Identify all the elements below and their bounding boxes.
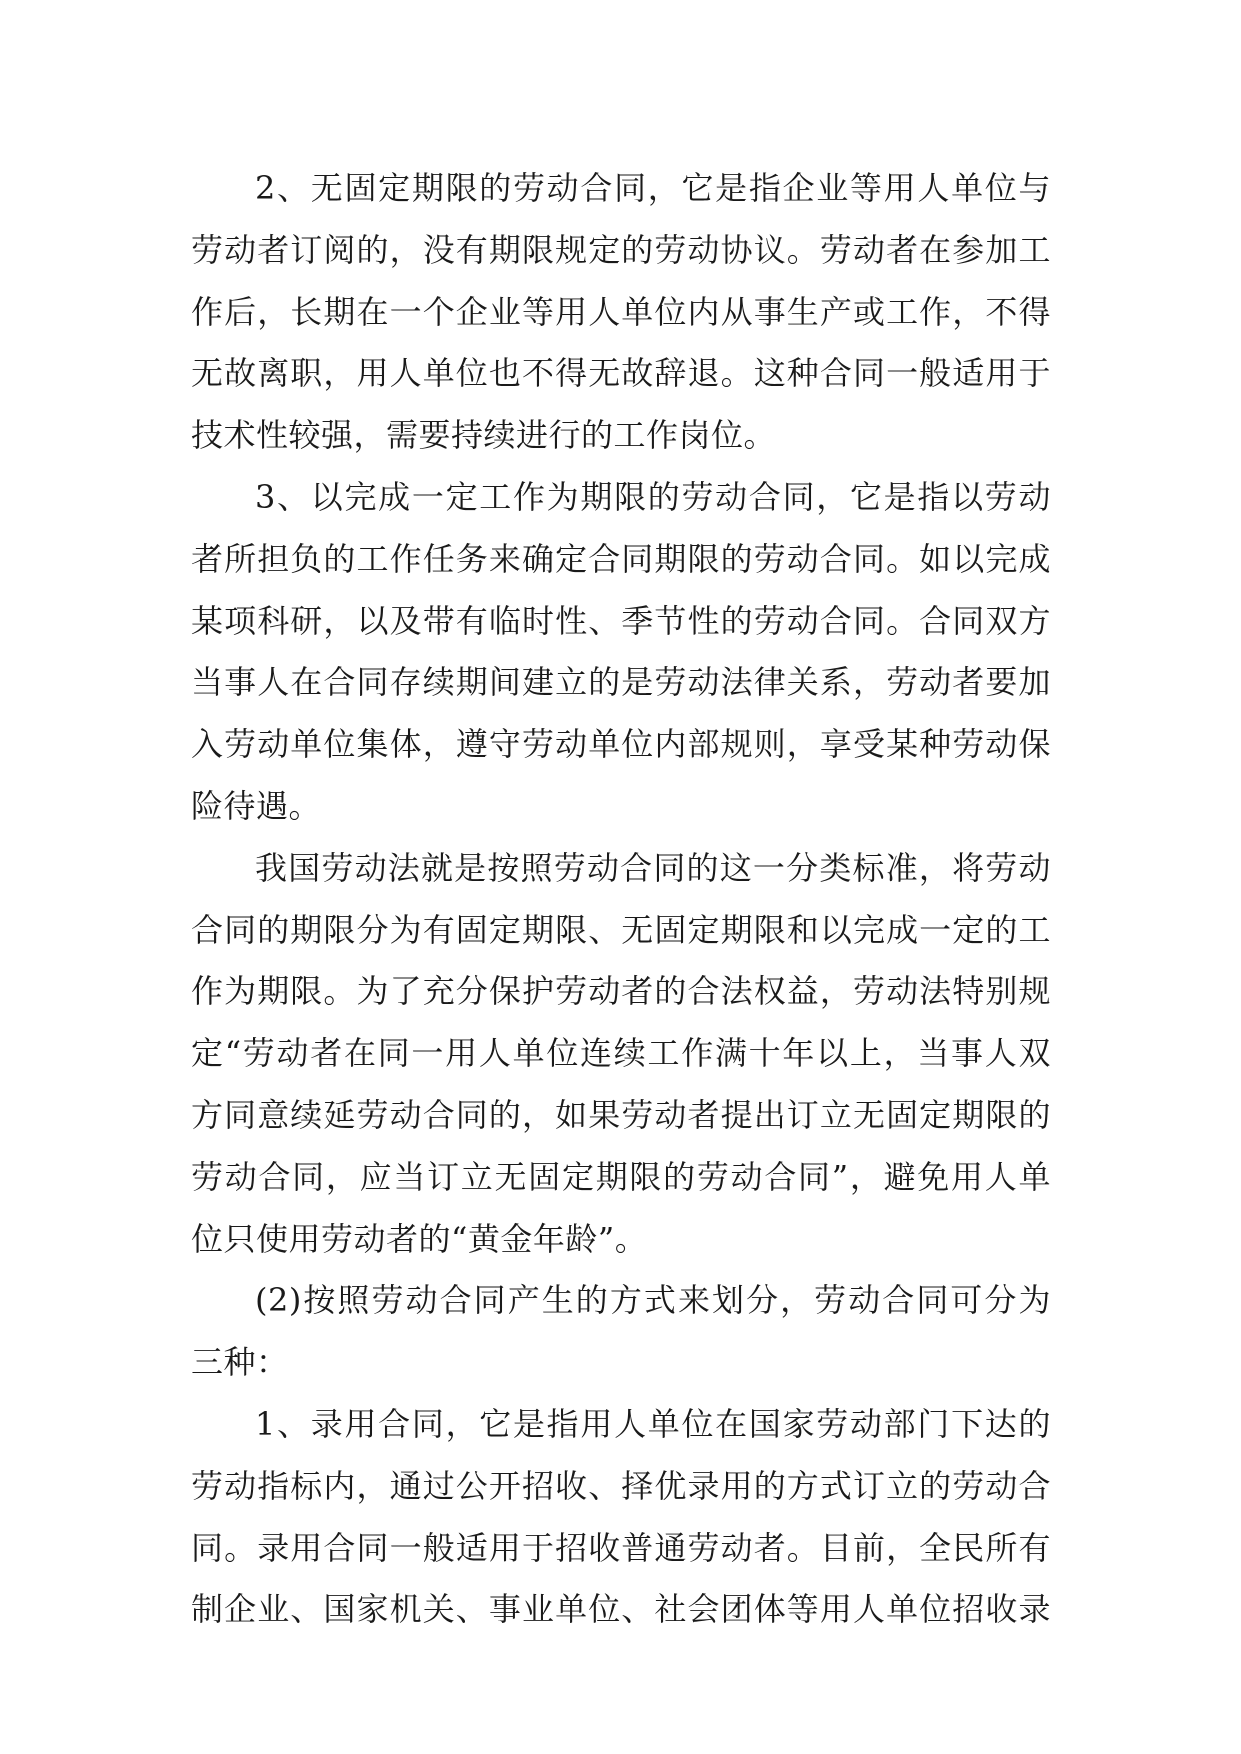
paragraph-1-line-2: 劳动者订阅的，没有期限规定的劳动协议。劳动者在参加工: [191, 230, 1051, 269]
paragraph-2-line-3: 某项科研，以及带有临时性、季节性的劳动合同。合同双方: [191, 601, 1051, 640]
paragraph-5-line-2: 劳动指标内，通过公开招收、择优录用的方式订立的劳动合: [191, 1466, 1051, 1505]
paragraph-1-line-3: 作后，长期在一个企业等用人单位内从事生产或工作，不得: [191, 292, 1051, 331]
paragraph-5-line-4: 制企业、国家机关、事业单位、社会团体等用人单位招收录: [191, 1590, 1051, 1629]
paragraph-4-line-2: 三种：: [191, 1343, 289, 1382]
document-body: [191, 158, 1051, 1641]
paragraph-2-line-5: 入劳动单位集体，遵守劳动单位内部规则，享受某种劳动保: [191, 725, 1051, 764]
paragraph-3-line-1: 我国劳动法就是按照劳动合同的这一分类标准，将劳动: [255, 848, 1051, 887]
paragraph-3-line-2: 合同的期限分为有固定期限、无固定期限和以完成一定的工: [191, 910, 1051, 949]
paragraph-2-line-6: 险待遇。: [191, 786, 322, 825]
paragraph-4-line-1: (2)按照劳动合同产生的方式来划分，劳动合同可分为: [255, 1281, 1051, 1320]
paragraph-1-line-1: 2、无固定期限的劳动合同，它是指企业等用人单位与: [255, 169, 1051, 207]
paragraph-5-line-3: 同。录用合同一般适用于招收普通劳动者。目前，全民所有: [191, 1528, 1051, 1567]
paragraph-3-line-6: 劳动合同，应当订立无固定期限的劳动合同”，避免用人单: [191, 1157, 1051, 1196]
paragraph-3-line-4: 定“劳动者在同一用人单位连续工作满十年以上，当事人双: [191, 1034, 1051, 1073]
paragraph-3-line-3: 作为期限。为了充分保护劳动者的合法权益，劳动法特别规: [191, 972, 1051, 1011]
paragraph-3-line-5: 方同意续延劳动合同的，如果劳动者提出订立无固定期限的: [191, 1095, 1051, 1134]
paragraph-2-line-2: 者所担负的工作任务来确定合同期限的劳动合同。如以完成: [191, 539, 1051, 578]
paragraph-1-line-4: 无故离职，用人单位也不得无故辞退。这种合同一般适用于: [191, 354, 1051, 393]
paragraph-1-line-5: 技术性较强，需要持续进行的工作岗位。: [191, 416, 777, 455]
paragraph-2-line-4: 当事人在合同存续期间建立的是劳动法律关系，劳动者要加: [191, 663, 1051, 702]
paragraph-2-line-1: 3、以完成一定工作为期限的劳动合同，它是指以劳动: [255, 477, 1051, 516]
paragraph-3-line-7: 位只使用劳动者的“黄金年龄”。: [191, 1219, 648, 1258]
paragraph-5-line-1: 1、录用合同，它是指用人单位在国家劳动部门下达的: [255, 1404, 1051, 1443]
